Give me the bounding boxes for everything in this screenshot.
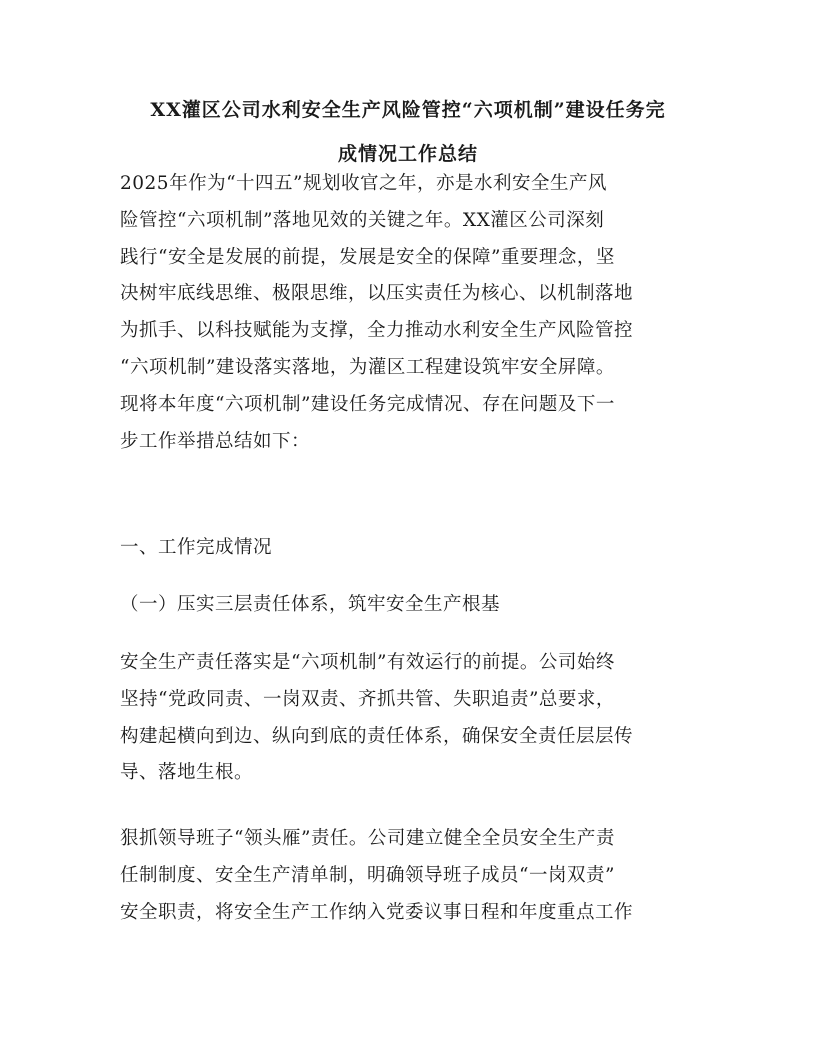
text-line: 构建起横向到边、纵向到底的责任体系，确保安全责任层层传	[120, 725, 634, 747]
text-line: 2025年作为“十四五”规划收官之年，亦是水利安全生产风	[120, 173, 607, 194]
text-line: 步工作举措总结如下：	[120, 430, 311, 452]
text-line: 安全职责，将安全生产工作纳入党委议事日程和年度重点工作	[120, 901, 634, 923]
text-line: 狠抓领导班子“领头雁”责任。公司建立健全全员安全生产责	[120, 828, 615, 849]
text-line: 险管控“六项机制”落地见效的关键之年。XX灌区公司深刻	[120, 209, 605, 231]
text-line: 践行“安全是发展的前提，发展是安全的保障”重要理念，坚	[120, 246, 615, 268]
subsection-heading	[120, 587, 706, 624]
text-line: 任制制度、安全生产清单制，明确领导班子成员“一岗双责”	[120, 864, 615, 886]
text-line: 导、落地生根。	[120, 762, 254, 784]
heading-text: 一、工作完成情况	[120, 537, 273, 558]
body-paragraph	[120, 645, 706, 792]
text-line: 为抓手、以科技赋能为支撑，全力推动水利安全生产风险管控	[120, 320, 634, 342]
text-line: 现将本年度“六项机制”建设任务完成情况、存在问题及下一	[120, 393, 615, 415]
text-line: 坚持“党政同责、一岗双责、齐抓共管、失职追责”总要求，	[120, 688, 615, 710]
text-line: “六项机制”建设落实落地，为灌区工程建设筑牢安全屏障。	[120, 356, 615, 378]
text-line: 决树牢底线思维、极限思维，以压实责任为核心、以机制落地	[120, 283, 634, 305]
text-line: 安全生产责任落实是“六项机制”有效运行的前提。公司始终	[120, 652, 615, 673]
document-title	[110, 88, 706, 176]
body-paragraph	[120, 821, 706, 931]
title-line: XX灌区公司水利安全生产风险管控“六项机制”建设任务完	[150, 99, 666, 121]
section-heading	[120, 530, 706, 567]
title-line: 成情况工作总结	[337, 143, 478, 165]
intro-paragraph	[120, 166, 706, 460]
heading-text: （一）压实三层责任体系，筑牢安全生产根基	[120, 594, 501, 615]
